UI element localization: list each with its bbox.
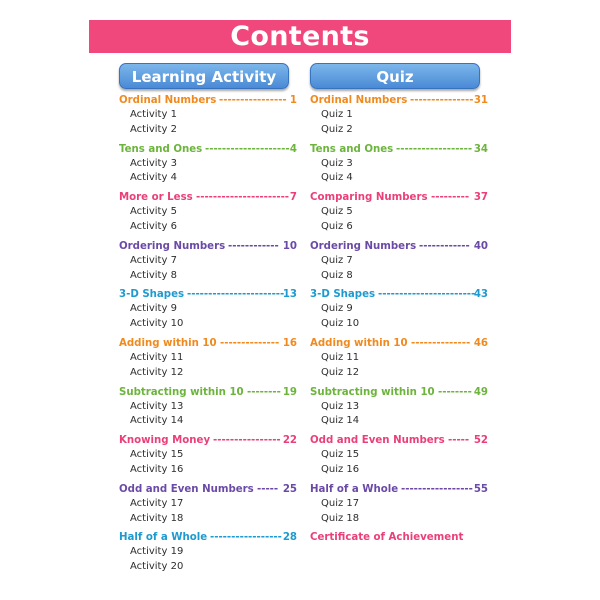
toc-subitem[interactable]: Quiz 12 [321, 366, 360, 378]
toc-section [119, 240, 297, 284]
toc-topic-row[interactable] [310, 191, 488, 205]
toc-subitem[interactable]: Activity 17 [130, 497, 184, 509]
toc-page-number: 22 [282, 435, 297, 447]
toc-page-number: 16 [282, 337, 297, 349]
toc-topic-row[interactable] [119, 143, 297, 157]
toc-leader-dashes: ----------------------- [378, 289, 476, 301]
toc-section [119, 531, 297, 575]
toc-leader-dashes: ------------------ [396, 143, 473, 155]
toc-subitem[interactable]: Quiz 9 [321, 303, 353, 315]
toc-page-number: 7 [289, 192, 297, 204]
toc-subitem[interactable]: Quiz 6 [321, 220, 353, 232]
toc-subitem[interactable]: Activity 1 [130, 109, 177, 120]
toc-subitem[interactable]: Quiz 5 [321, 206, 353, 218]
toc-section [310, 337, 488, 381]
toc-section [119, 143, 297, 187]
toc-topic-title: Tens and Ones [310, 143, 394, 155]
toc-topic-title: Subtracting within 10 [119, 386, 244, 398]
toc-topic-row[interactable] [119, 483, 297, 497]
quiz-header-label: Quiz [376, 68, 414, 86]
toc-section [119, 337, 297, 381]
toc-topic-title: Ordering Numbers [310, 240, 417, 252]
toc-subitem[interactable]: Activity 11 [130, 351, 184, 363]
toc-page-number: 34 [473, 143, 488, 155]
toc-subitem[interactable]: Activity 19 [130, 546, 184, 558]
toc-page-number: 13 [282, 289, 297, 301]
toc-topic-row[interactable] [119, 94, 297, 108]
toc-topic-title: Ordinal Numbers [119, 95, 217, 106]
toc-subitem[interactable]: Quiz 15 [321, 449, 360, 461]
toc-page-number: 40 [473, 240, 488, 252]
toc-subitem[interactable]: Activity 5 [130, 206, 177, 218]
toc-subitem[interactable]: Quiz 16 [321, 463, 360, 475]
toc-leader-dashes: -------------- [220, 337, 280, 349]
toc-topic-title: Subtracting within 10 [310, 386, 435, 398]
toc-subitem[interactable]: Activity 8 [130, 269, 177, 281]
toc-topic-row[interactable] [310, 240, 488, 254]
toc-page-number: 55 [473, 483, 488, 495]
toc-page-number: 37 [473, 192, 488, 204]
toc-section [310, 386, 488, 430]
toc-page-number: 1 [289, 95, 297, 106]
toc-section [310, 240, 488, 284]
toc-leader-dashes: -------------------- [205, 143, 290, 155]
toc-subitem[interactable]: Activity 4 [130, 172, 177, 184]
toc-section [119, 434, 297, 478]
toc-subitem[interactable]: Activity 20 [130, 561, 184, 573]
toc-subitem[interactable]: Quiz 11 [321, 351, 360, 363]
toc-page-number: 4 [289, 143, 297, 155]
toc-topic-title: Odd and Even Numbers [310, 435, 445, 447]
toc-topic-title: Half of a Whole [310, 483, 399, 495]
toc-subitem[interactable]: Quiz 18 [321, 512, 360, 524]
toc-leader-dashes: ----------------- [401, 483, 473, 495]
quiz-header [310, 63, 480, 89]
toc-subitem[interactable]: Activity 15 [130, 449, 184, 461]
toc-page-number: 52 [473, 435, 488, 447]
toc-topic-title: Odd and Even Numbers [119, 483, 254, 495]
toc-topic-title: Knowing Money [119, 435, 211, 447]
contents-title: Contents [230, 21, 370, 52]
toc-page-number: 10 [282, 240, 297, 252]
toc-leader-dashes: ---------------- [213, 435, 281, 447]
toc-subitem[interactable]: Quiz 14 [321, 415, 360, 427]
toc-topic-row[interactable] [119, 191, 297, 205]
toc-topic-title: Comparing Numbers [310, 192, 428, 204]
toc-page-number: 31 [473, 95, 488, 106]
toc-leader-dashes: ---------------------- [196, 192, 290, 204]
toc-leader-dashes: -------- [438, 386, 472, 398]
contents-title-banner [89, 20, 511, 53]
toc-subitem[interactable]: Activity 3 [130, 157, 177, 169]
toc-subitem[interactable]: Activity 16 [130, 463, 184, 475]
learning-activity-header-label: Learning Activity [131, 68, 277, 86]
toc-subitem[interactable]: Activity 9 [130, 303, 177, 315]
toc-topic-row[interactable] [119, 434, 297, 448]
toc-topic-row[interactable] [310, 434, 488, 448]
toc-subitem[interactable]: Activity 18 [130, 512, 184, 524]
learning-activity-column [119, 94, 297, 575]
toc-leader-dashes: ---------------- [219, 95, 287, 106]
toc-section [310, 483, 488, 527]
toc-leader-dashes: -------- [247, 386, 281, 398]
toc-section [310, 143, 488, 187]
toc-page-number: 43 [473, 289, 488, 301]
toc-topic-row[interactable] [310, 483, 488, 497]
toc-section [310, 288, 488, 332]
toc-section [310, 531, 488, 545]
toc-section [119, 191, 297, 235]
toc-topic-row[interactable] [310, 386, 488, 400]
toc-page-number: 49 [473, 386, 488, 398]
toc-leader-dashes: ------------ [419, 240, 470, 252]
toc-section [119, 386, 297, 430]
toc-topic-title: More or Less [119, 192, 193, 204]
toc-subitem[interactable]: Activity 13 [130, 400, 184, 412]
toc-topic-row[interactable] [310, 337, 488, 351]
toc-leader-dashes: ------------ [228, 240, 279, 252]
toc-subitem[interactable]: Quiz 1 [321, 109, 353, 120]
toc-topic-title: 3-D Shapes [119, 289, 185, 301]
toc-section [310, 94, 488, 138]
toc-section [119, 288, 297, 332]
toc-subitem[interactable]: Activity 2 [130, 123, 177, 135]
toc-subitem[interactable]: Quiz 2 [321, 123, 353, 135]
toc-leader-dashes: ----- [448, 435, 470, 447]
toc-topic-row[interactable] [119, 531, 297, 545]
toc-subitem[interactable]: Quiz 17 [321, 497, 360, 509]
toc-topic-row[interactable] [310, 143, 488, 157]
toc-leader-dashes: ----- [257, 483, 279, 495]
toc-topic-title: Adding within 10 [310, 337, 408, 349]
toc-subitem[interactable]: Activity 14 [130, 415, 184, 427]
toc-topic-row[interactable] [310, 94, 488, 108]
toc-page-number: 25 [282, 483, 297, 495]
toc-topic-title: Tens and Ones [119, 143, 203, 155]
toc-topic-row[interactable] [119, 337, 297, 351]
toc-subitem[interactable]: Quiz 13 [321, 400, 360, 412]
toc-section [310, 434, 488, 478]
toc-section [119, 483, 297, 527]
toc-leader-dashes: --------------- [410, 95, 474, 106]
toc-topic-row[interactable] [310, 288, 488, 302]
toc-leader-dashes: --------- [431, 192, 470, 204]
toc-topic-row[interactable] [310, 531, 488, 545]
toc-subitem[interactable]: Activity 7 [130, 254, 177, 266]
toc-leader-dashes: ----------------------- [187, 289, 285, 301]
toc-topic-title: Certificate of Achievement [310, 532, 464, 544]
toc-subitem[interactable]: Activity 12 [130, 366, 184, 378]
toc-subitem[interactable]: Quiz 3 [321, 157, 353, 169]
toc-subitem[interactable]: Activity 10 [130, 318, 184, 330]
toc-subitem[interactable]: Quiz 4 [321, 172, 353, 184]
learning-activity-header [119, 63, 289, 89]
toc-topic-title: Ordering Numbers [119, 240, 226, 252]
quiz-column [310, 94, 488, 545]
toc-subitem[interactable]: Quiz 7 [321, 254, 353, 266]
toc-topic-title: Adding within 10 [119, 337, 217, 349]
toc-topic-title: Half of a Whole [119, 532, 208, 544]
toc-page-number: 28 [282, 532, 297, 544]
toc-leader-dashes: -------------- [411, 337, 471, 349]
toc-subitem[interactable]: Quiz 8 [321, 269, 353, 281]
toc-section [310, 191, 488, 235]
toc-topic-title: Ordinal Numbers [310, 95, 408, 106]
toc-page-number: 19 [282, 386, 297, 398]
toc-topic-title: 3-D Shapes [310, 289, 376, 301]
toc-subitem[interactable]: Quiz 10 [321, 318, 360, 330]
toc-subitem[interactable]: Activity 6 [130, 220, 177, 232]
toc-page-number: 46 [473, 337, 488, 349]
toc-topic-row[interactable] [119, 288, 297, 302]
toc-leader-dashes: ----------------- [210, 532, 282, 544]
toc-topic-row[interactable] [119, 240, 297, 254]
toc-topic-row[interactable] [119, 386, 297, 400]
toc-section [119, 94, 297, 138]
